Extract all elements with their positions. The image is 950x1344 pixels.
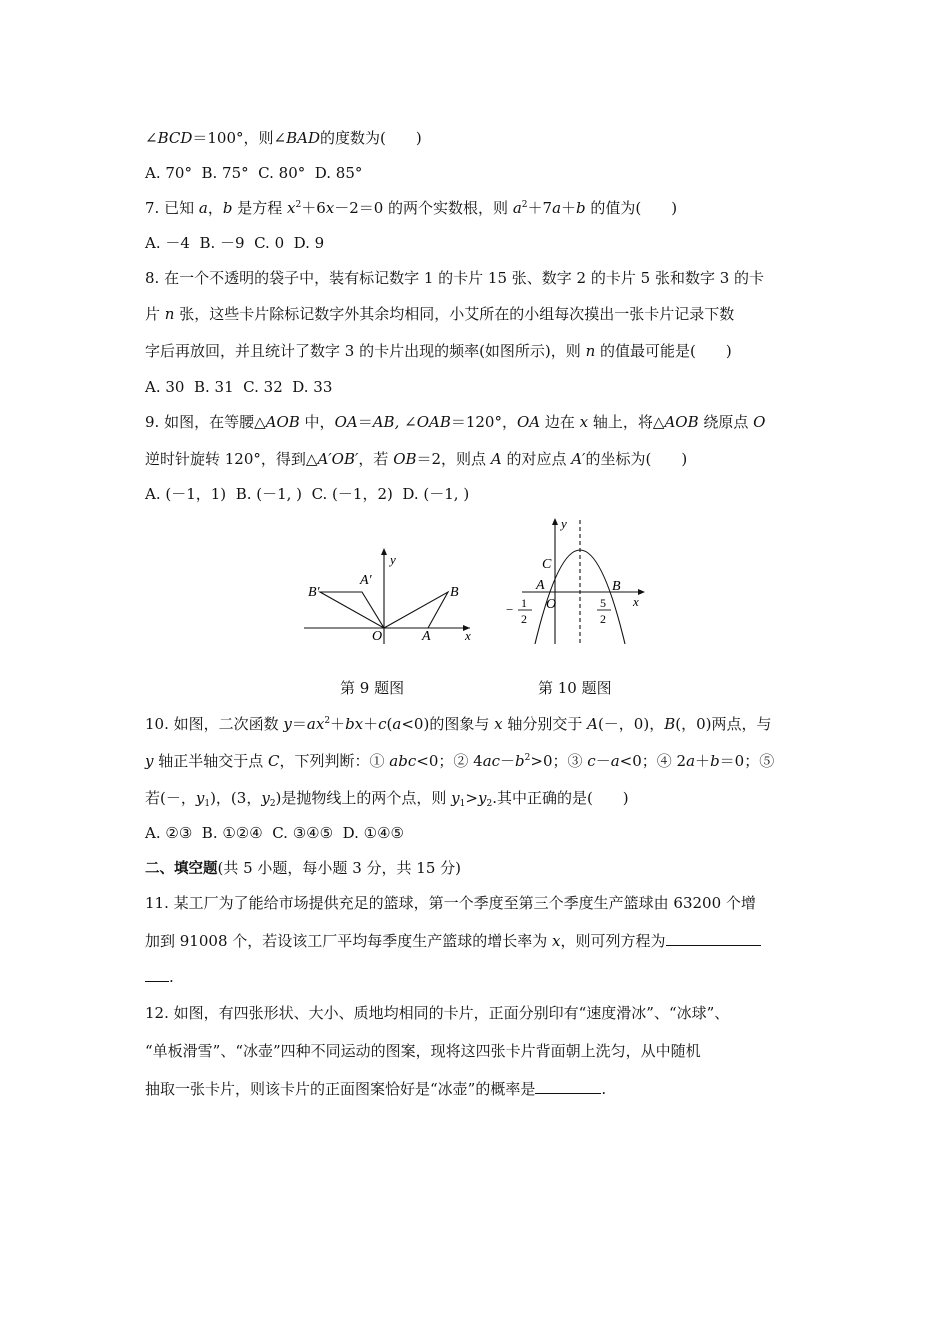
label-five-half-num: 5 (600, 596, 606, 610)
q9-options: A. (－1，1) B. (－1, ) C. (－1，2) D. (－1, ) (145, 485, 470, 503)
q9-stem-line2: 逆时针旋转 120°，得到△A′OB′，若 OB＝2，则点 A 的对应点 A′的坐标为( ) (145, 450, 688, 468)
section-2-note: (共 5 小题，每小题 3 分，共 15 分) (217, 859, 461, 877)
label-b-prime: B′ (308, 585, 320, 600)
section-2-title: 二、填空题 (145, 861, 218, 877)
q7-stem: 7. 已知 a，b 是方程 $x^2+6x-2=0$ 的两个实数根，则 $a^2+7a+b$ 的值为( ) (145, 199, 678, 217)
q8-stem-line2: 片 n 张，这些卡片除标记数字外其余均相同，小艾所在的小组每次摸出一张卡片记录下数 (145, 305, 735, 323)
q8-stem-line1: 8. 在一个不透明的袋子中，装有标记数字 1 的卡片 15 张、数字 2 的卡片 5 张和数字 3 的卡 (145, 269, 765, 287)
y-axis-arrow (552, 518, 558, 525)
label-o: O (546, 597, 557, 612)
figure-9 (300, 540, 480, 650)
label-a-prime: A′ (360, 573, 372, 588)
label-y: y (390, 552, 396, 567)
figure-9-caption: 第 9 题图 (340, 679, 405, 697)
figure-10 (500, 510, 650, 650)
label-neg-sign: − (506, 602, 514, 617)
label-x: x (633, 594, 639, 609)
q10-stem-line1: 10. 如图，二次函数 $y=ax^2+bx+c(a<0)$的图象与 x 轴分别交于 A(－，0)，B(，0)两点，与 (145, 715, 772, 733)
label-o: O (372, 629, 383, 644)
q11-answer-blank[interactable] (666, 930, 761, 946)
label-five-half-den: 2 (600, 612, 606, 626)
q9-stem-line1: 9. 如图，在等腰△AOB 中，OA＝AB, ∠OAB＝120°，OA 边在 x 轴上，将△AOB 绕原点 O (145, 413, 766, 431)
q7-options: A. －4 B. －9 C. 0 D. 9 (145, 234, 325, 252)
q12-answer-blank[interactable] (535, 1078, 601, 1094)
x-axis-arrow (638, 589, 645, 595)
triangle-aob (384, 592, 448, 628)
label-y: y (561, 516, 567, 531)
q12-stem-line1: 12. 如图，有四张形状、大小、质地均相同的卡片，正面分别印有“速度滑冰”、“冰球”、 (145, 1004, 730, 1022)
q10-stem-line2: y 轴正半轴交于点 C，下列判断：① abc<0；② $4ac-b^2>0$；③ c－a<0；④ 2a＋b＝0；⑤ (145, 752, 775, 770)
y-axis-arrow (381, 548, 387, 555)
q12-stem-line3: 抽取一张卡片，则该卡片的正面图案恰好是“冰壶”的概率是 . (145, 1080, 607, 1098)
q8-options: A. 30 B. 31 C. 32 D. 33 (145, 378, 333, 396)
label-x: x (465, 628, 471, 643)
q11-stem-line1: 11. 某工厂为了能给市场提供充足的篮球，第一个季度至第三个季度生产篮球由 63200 个增 (145, 894, 756, 912)
triangle-aob-rotated (320, 592, 384, 628)
label-a: A (536, 578, 545, 593)
q8-stem-line3: 字后再放回，并且统计了数字 3 的卡片出现的频率(如图所示)，则 n 的值最可能是( ) (145, 342, 732, 360)
q6-stem-tail: ∠BCD＝100°，则∠BAD的度数为( ) (145, 129, 422, 147)
label-neg-half-num: 1 (521, 596, 527, 610)
figure-10-caption: 第 10 题图 (538, 679, 612, 697)
q12-stem-line2: “单板滑雪”、“冰壶”四种不同运动的图案，现将这四张卡片背面朝上洗匀，从中随机 (145, 1042, 701, 1060)
label-b: B (612, 579, 621, 594)
q11-answer-blank-continued[interactable] (145, 966, 169, 982)
q11-stem-line3: . (145, 966, 810, 987)
q10-options: A. ②③ B. ①②④ C. ③④⑤ D. ①④⑤ (145, 824, 404, 842)
label-neg-half-den: 2 (521, 612, 527, 626)
q11-stem-line2: 加到 91008 个，若设该工厂平均每季度生产篮球的增长率为 x，则可列方程为 (145, 930, 810, 951)
label-a: A (422, 629, 431, 644)
q6-options: A. 70° B. 75° C. 80° D. 85° (145, 164, 363, 182)
label-b: B (450, 585, 459, 600)
section-2-heading (145, 858, 810, 879)
label-c: C (542, 557, 552, 572)
q10-stem-line3: 若(－，$y_1$)，(3，$y_2$)是抛物线上的两个点，则 $y_1>y_2$.其中正确的是( ) (145, 789, 629, 809)
